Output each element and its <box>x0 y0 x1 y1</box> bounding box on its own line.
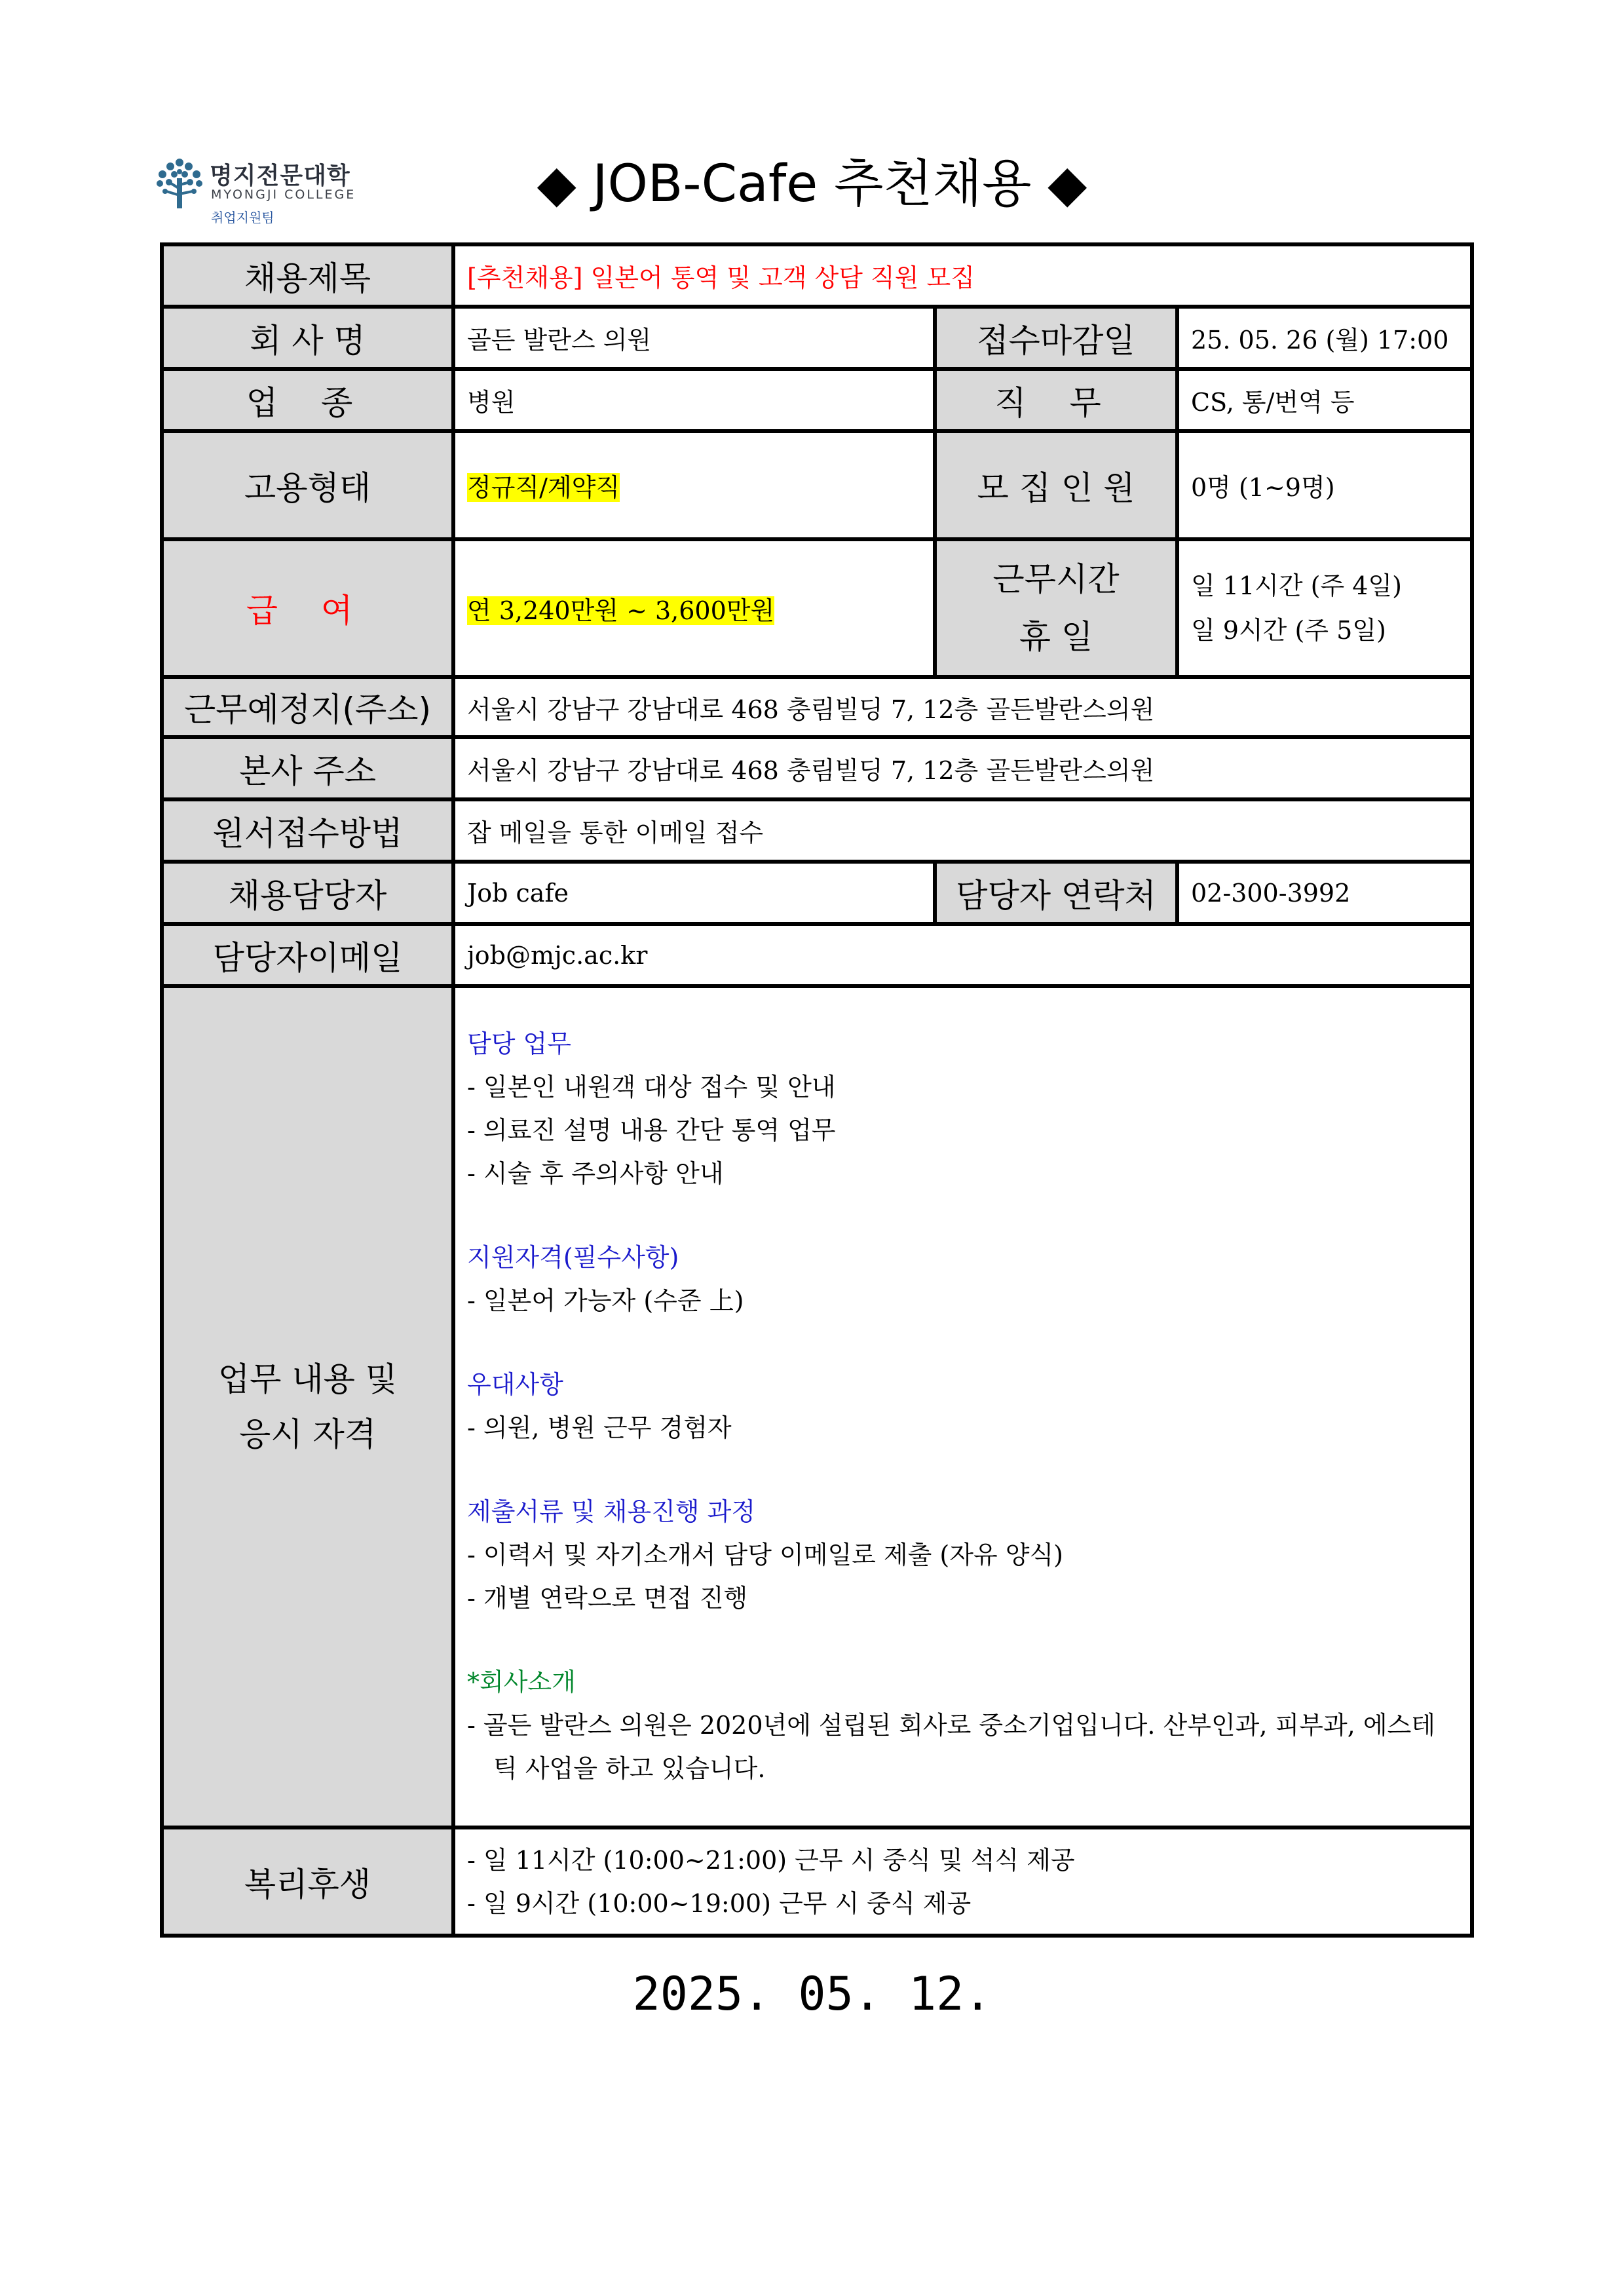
manager-row <box>162 862 1472 924</box>
details-label <box>162 986 453 1827</box>
industry-row <box>162 369 1472 431</box>
welfare-item: - 일 9시간 (10:00~19:00) 근무 시 중식 제공 <box>467 1888 972 1918</box>
deadline-value: 25. 05. 26 (월) 17:00 <box>1177 307 1472 369</box>
documents-item: - 개별 연락으로 면접 진행 <box>467 1584 748 1613</box>
welfare-label: 복리후생 <box>162 1827 453 1936</box>
qualification-item: - 일본어 가능자 (수준 上) <box>467 1286 744 1315</box>
company-intro-heading: *회사소개 <box>467 1668 576 1696</box>
welfare-item: - 일 11시간 (10:00~21:00) 근무 시 중식 및 석식 제공 <box>467 1845 1075 1875</box>
duty-value: CS, 통/번역 등 <box>1177 369 1472 431</box>
salary-row <box>162 539 1472 677</box>
salary-value: 연 3,240만원 ~ 3,600만원 <box>467 596 775 625</box>
documents-heading: 제출서류 및 채용진행 과정 <box>467 1497 756 1526</box>
job-posting-table <box>160 242 1474 1938</box>
college-name-english: MYONGJI COLLEGE <box>211 187 356 202</box>
employment-label: 고용형태 <box>162 431 453 539</box>
industry-value: 병원 <box>453 369 935 431</box>
workplace-value: 서울시 강남구 강남대로 468 충림빌딩 7, 12층 골든발란스의원 <box>453 677 1472 737</box>
preference-heading: 우대사항 <box>467 1370 563 1399</box>
email-label: 담당자이메일 <box>162 924 453 986</box>
welfare-content <box>453 1827 1472 1936</box>
posting-date: 2025. 05. 12. <box>632 1967 992 2021</box>
preference-item: - 의원, 병원 근무 경험자 <box>467 1413 732 1442</box>
recruits-label: 모 집 인 원 <box>935 431 1177 539</box>
email-value: job@mjc.ac.kr <box>453 924 1472 986</box>
employment-row <box>162 431 1472 539</box>
manager-value: Job cafe <box>453 862 935 924</box>
holiday-label: 휴 일 <box>1019 618 1093 656</box>
apply-value: 잡 메일을 통한 이메일 접수 <box>453 799 1472 862</box>
hq-label: 본사 주소 <box>162 737 453 799</box>
department-name: 취업지원팀 <box>211 210 274 225</box>
hq-value: 서울시 강남구 강남대로 468 충림빌딩 7, 12층 골든발란스의원 <box>453 737 1472 799</box>
duty-label: 직 무 <box>935 369 1177 431</box>
hours-line1: 일 11시간 (주 4일) <box>1191 571 1402 600</box>
page-title: ◆ JOB-Cafe 추천채용 ◆ <box>537 155 1087 214</box>
hours-label <box>935 539 1177 677</box>
details-label-line1: 업무 내용 및 <box>217 1360 398 1398</box>
company-label: 회 사 명 <box>162 307 453 369</box>
documents-item: - 이력서 및 자기소개서 담당 이메일로 제출 (자유 양식) <box>467 1540 1063 1569</box>
contact-value: 02-300-3992 <box>1177 862 1472 924</box>
details-content <box>453 986 1472 1827</box>
subject-row <box>162 244 1472 307</box>
industry-label: 업 종 <box>162 369 453 431</box>
duty-item: - 시술 후 주의사항 안내 <box>467 1159 724 1188</box>
contact-label: 담당자 연락처 <box>935 862 1177 924</box>
company-value: 골든 발란스 의원 <box>453 307 935 369</box>
duty-item: - 일본인 내원객 대상 접수 및 안내 <box>467 1073 836 1101</box>
subject-label: 채용제목 <box>162 244 453 307</box>
hours-line2: 일 9시간 (주 5일) <box>1191 616 1386 645</box>
workplace-label: 근무예정지(주소) <box>162 677 453 737</box>
employment-value: 정규직/계약직 <box>467 473 620 502</box>
subject-value: [추천채용] 일본어 통역 및 고객 상담 직원 모집 <box>453 244 1472 307</box>
hq-row <box>162 737 1472 799</box>
qualification-heading: 지원자격(필수사항) <box>467 1243 679 1272</box>
duties-heading: 담당 업무 <box>467 1029 571 1058</box>
hours-label-line1: 근무시간 <box>992 560 1120 598</box>
college-name: 명지전문대학 <box>210 163 350 189</box>
workplace-row <box>162 677 1472 737</box>
details-label-line2: 응시 자격 <box>238 1415 377 1453</box>
details-row <box>162 986 1472 1827</box>
welfare-row <box>162 1827 1472 1936</box>
duty-item: - 의료진 설명 내용 간단 통역 업무 <box>467 1116 836 1145</box>
salary-label: 급 여 <box>162 539 453 677</box>
apply-row <box>162 799 1472 862</box>
company-intro-text: - 골든 발란스 의원은 2020년에 설립된 회사로 중소기업입니다. 산부인과, 피부과, 에스테틱 사업을 하고 있습니다. <box>467 1711 1435 1783</box>
deadline-label: 접수마감일 <box>935 307 1177 369</box>
company-row <box>162 307 1472 369</box>
manager-label: 채용담당자 <box>162 862 453 924</box>
email-row <box>162 924 1472 986</box>
recruits-value: 0명 (1~9명) <box>1177 431 1472 539</box>
apply-label: 원서접수방법 <box>162 799 453 862</box>
hours-value <box>1177 539 1472 677</box>
